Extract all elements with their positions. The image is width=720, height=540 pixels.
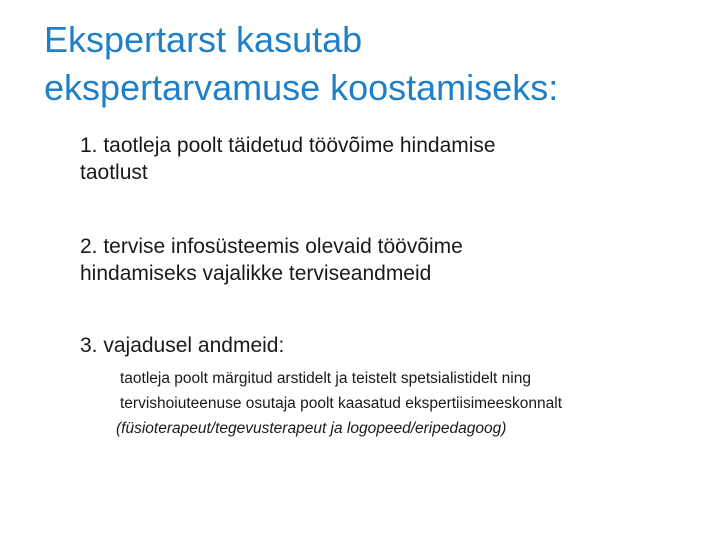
sub-list-line-1: taotleja poolt märgitud arstidelt ja teistelt spetsialistidelt ning	[120, 370, 531, 387]
sub-list	[116, 366, 710, 441]
sub-list-note: (füsioterapeut/tegevusterapeut ja logopeed/eripedagoog)	[116, 420, 507, 437]
list-item-1-line-2: taotlust	[80, 161, 148, 184]
list-item-2	[80, 233, 700, 287]
list-item-3	[80, 332, 700, 359]
slide-title-line-2: ekspertarvamuse koostamiseks:	[44, 67, 559, 108]
slide-title	[44, 16, 704, 112]
list-item-2-line-2: hindamiseks vajalikke terviseandmeid	[80, 262, 432, 285]
list-item-3-line-1: 3. vajadusel andmeid:	[80, 334, 285, 357]
list-item-2-line-1: 2. tervise infosüsteemis olevaid töövõime	[80, 235, 463, 258]
sub-list-line-2: tervishoiuteenuse osutaja poolt kaasatud ekspertiisimeeskonnalt	[120, 395, 563, 412]
list-item-1	[80, 132, 700, 186]
slide-title-line-1: Ekspertarst kasutab	[44, 19, 363, 60]
list-item-1-line-1: 1. taotleja poolt täidetud töövõime hindamise	[80, 134, 496, 157]
